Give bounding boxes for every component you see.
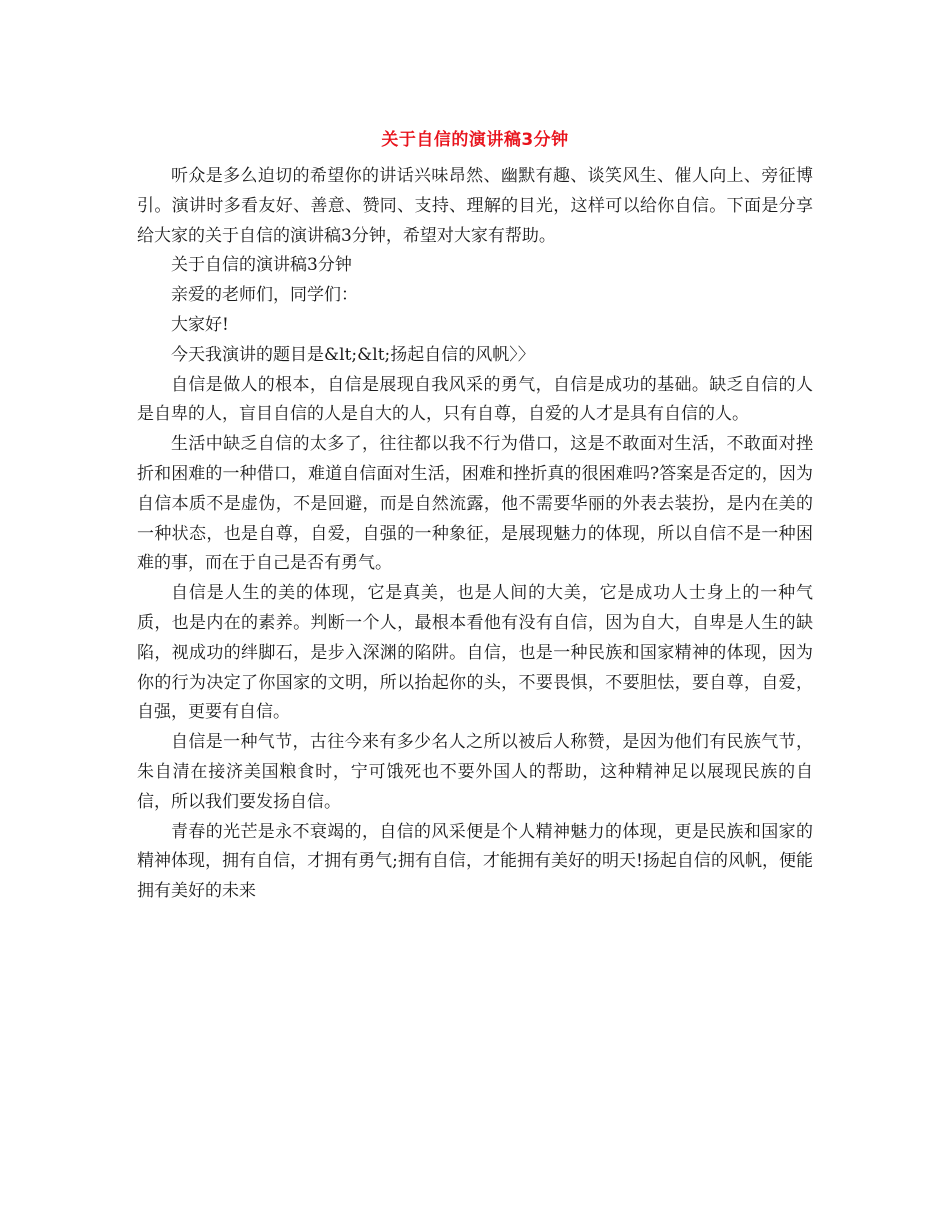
paragraph-subtitle: 关于自信的演讲稿3分钟: [171, 255, 352, 276]
paragraph-body-1: 自信是做人的根本，自信是展现自我风采的勇气，自信是成功的基础。缺乏自信的人是自卑的人，盲目自信的人是自大的人，只有自尊，自爱的人才是具有自信的人。: [137, 374, 813, 425]
paragraph-greeting: 大家好!: [171, 314, 229, 335]
paragraph-body-4: 自信是一种气节，古往今来有多少名人之所以被后人称赞，是因为他们有民族气节，朱自清在接济美国粮食时，宁可饿死也不要外国人的帮助，这种精神足以展现民族的自信，所以我们要发扬自信。: [137, 732, 813, 812]
paragraph-body-5: 青春的光芒是永不衰竭的，自信的风采便是个人精神魅力的体现，更是民族和国家的精神体现，拥有自信，才拥有勇气;拥有自信，才能拥有美好的明天!扬起自信的风帆，便能拥有美好的未来: [137, 821, 813, 902]
paragraph-body-3: 自信是人生的美的体现，它是真美，也是人间的大美，它是成功人士身上的一种气质，也是内在的素养。判断一个人，最根本看他有没有自信，因为自大，自卑是人生的缺陷，视成功的绊脚石，是步入深渊的陷阱。自信，也是一种民族和国家精神的体现，因为你的行为决定了你国家的文明，所以抬起你的头，不要畏惧，不要胆怯，要自尊，自爱，自强，更要有自信。: [137, 583, 813, 723]
paragraph-intro: 听众是多么迫切的希望你的讲话兴味昂然、幽默有趣、谈笑风生、催人向上、旁征博引。演讲时多看友好、善意、赞同、支持、理解的目光，这样可以给你自信。下面是分享给大家的关于自信的演讲稿3分钟，希望对大家有帮助。: [137, 166, 813, 246]
paragraph-salutation: 亲爱的老师们，同学们：: [171, 285, 358, 306]
document-title: 关于自信的演讲稿3分钟: [381, 130, 569, 150]
document-body: [137, 162, 813, 907]
paragraph-body-2: 生活中缺乏自信的太多了，往往都以我不行为借口，这是不敢面对生活，不敢面对挫折和困难的一种借口，难道自信面对生活，困难和挫折真的很困难吗?答案是否定的，因为自信本质不是虚伪，不是回避，而是自然流露，他不需要华丽的外表去装扮，是内在美的一种状态，也是自尊，自爱，自强的一种象征，是展现魅力的体现，所以自信不是一种困难的事，而在于自己是否有勇气。: [137, 434, 813, 574]
paragraph-topic: 今天我演讲的题目是&lt;&lt;扬起自信的风帆〉〉: [171, 344, 535, 365]
